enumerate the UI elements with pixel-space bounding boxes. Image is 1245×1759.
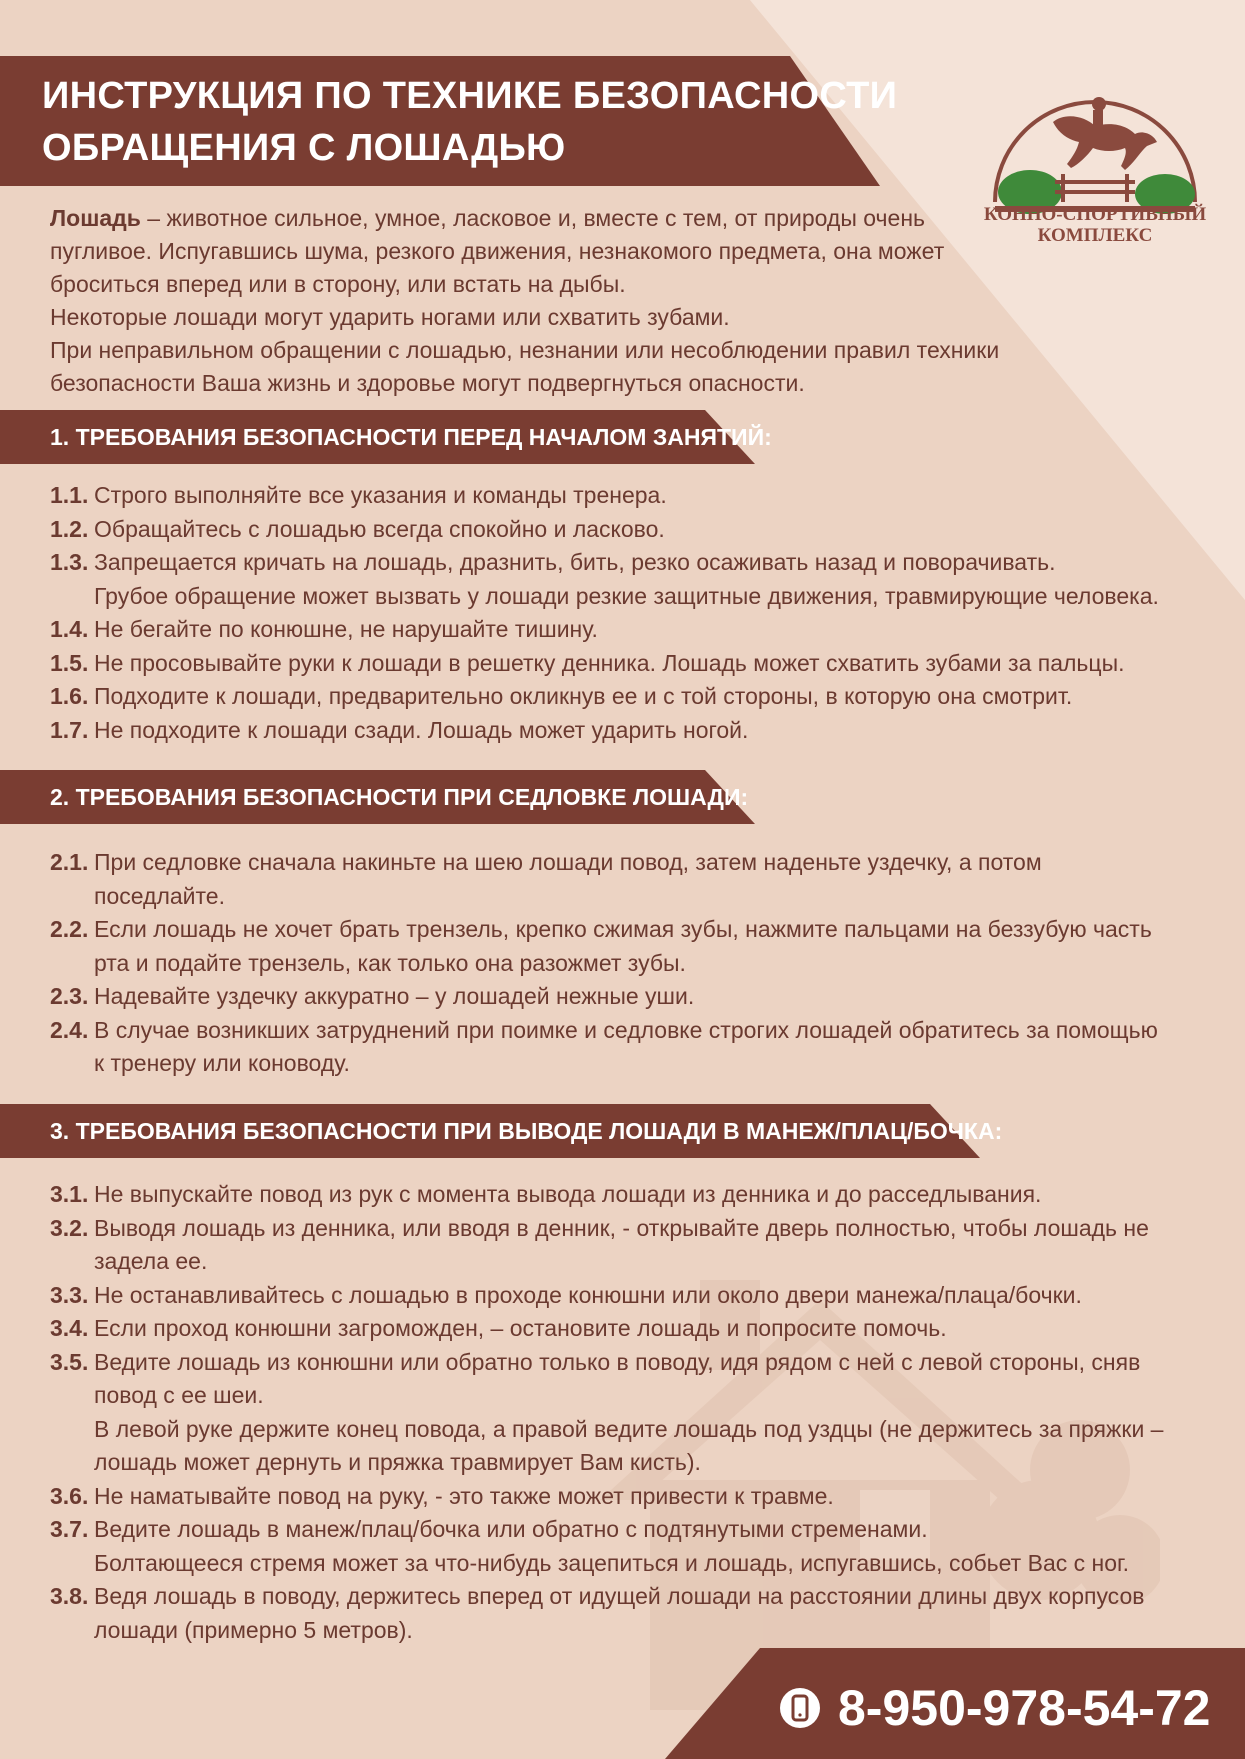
item-number: 1.5. — [50, 649, 89, 676]
item-text: Не наматывайте повод на руку, - это также может привести к травме. — [94, 1482, 834, 1509]
list-item — [50, 1178, 1170, 1212]
item-text: Не просовывайте руки к лошади в решетку денника. Лошадь может схватить зубами за пальцы. — [94, 649, 1125, 676]
section-1-heading: 1. ТРЕБОВАНИЯ БЕЗОПАСНОСТИ ПЕРЕД НАЧАЛОМ ЗАНЯТИЙ: — [50, 424, 772, 450]
phone-number[interactable]: 8-950-978-54-72 — [838, 1680, 1211, 1736]
title-line-1: ИНСТРУКЦИЯ ПО ТЕХНИКЕ БЕЗОПАСНОСТИ — [42, 75, 898, 117]
item-text: Строго выполняйте все указания и команды тренера. — [94, 482, 667, 508]
list-item — [50, 1312, 1170, 1346]
intro-paragraph-1 — [50, 202, 1010, 301]
list-item — [50, 1212, 1170, 1279]
item-text: Не бегайте по конюшне, не нарушайте тишину. — [94, 616, 598, 642]
intro-bold: Лошадь — [50, 205, 141, 231]
item-number: 1.4. — [50, 616, 89, 642]
item-number: 1.3. — [50, 549, 89, 575]
item-text: Если проход конюшни загроможден, – остановите лошадь и попросите помочь. — [94, 1315, 947, 1341]
list-item — [50, 613, 1170, 647]
item-number: 3.3. — [50, 1281, 89, 1308]
item-text: Запрещается кричать на лошадь, дразнить, бить, резко осаживать назад и поворачивать. — [94, 549, 1056, 575]
intro-text — [50, 202, 1010, 400]
list-item — [50, 647, 1170, 681]
page-title — [42, 70, 897, 174]
item-text: Надевайте уздечку аккуратно – у лошадей нежные уши. — [94, 983, 695, 1009]
item-text: Не выпускайте повод из рук с момента вывода лошади из денника и до расседлывания. — [94, 1181, 1042, 1207]
item-number: 3.6. — [50, 1482, 89, 1509]
intro-paragraph-2: Некоторые лошади могут ударить ногами или схватить зубами. — [50, 304, 730, 330]
list-item — [50, 1014, 1170, 1081]
section-2-heading: 2. ТРЕБОВАНИЯ БЕЗОПАСНОСТИ ПРИ СЕДЛОВКЕ ЛОШАДИ: — [50, 784, 749, 810]
item-number: 1.6. — [50, 683, 89, 709]
item-text: Ведите лошадь в манеж/плац/бочка или обратно с подтянутыми стременами. — [94, 1516, 928, 1542]
title-line-2: ОБРАЩЕНИЯ С ЛОШАДЬЮ — [42, 127, 566, 169]
item-number: 3.4. — [50, 1315, 89, 1341]
item-number: 3.8. — [50, 1583, 89, 1609]
item-text: Ведите лошадь из конюшни или обратно только в поводу, идя рядом с ней с левой стороны, сняв повод с ее шеи. — [94, 1348, 1141, 1408]
logo-line-1: КОННО-СПОРТИВНЫЙ — [983, 204, 1207, 225]
list-item — [50, 1279, 1170, 1313]
item-number: 3.7. — [50, 1516, 89, 1542]
item-extra: В левой руке держите конец повода, а правой ведите лошадь под уздцы (не держитесь за пряжки –лошадь может дернуть и пряжка травмирует Вам кисть). — [94, 1415, 1164, 1475]
item-extra: Болтающееся стремя может за что-нибудь зацепиться и лошадь, испугавшись, собьет Вас с ног. — [94, 1549, 1129, 1576]
phone-icon — [780, 1688, 820, 1728]
list-item — [50, 680, 1170, 714]
intro-rest: – животное сильное, умное, ласковое и, вместе с тем, от природы очень пугливое. Испугавшись шума, резкого движения, незнакомого предмета, она может броситься вперед или в сторону, или встать на дыбы. — [50, 205, 945, 297]
list-item — [50, 1346, 1170, 1480]
item-text: Не подходите к лошади сзади. Лошадь может ударить ногой. — [94, 716, 749, 743]
item-text: В случае возникших затруднений при поимке и седловке строгих лошадей обратитесь за помощью к тренеру или коноводу. — [94, 1016, 1158, 1076]
item-number: 2.3. — [50, 983, 89, 1009]
intro-paragraph-3: При неправильном обращении с лошадью, незнании или несоблюдении правил техники безопасности Ваша жизнь и здоровье могут подвергнуться опасности. — [50, 337, 1000, 396]
item-number: 3.2. — [50, 1214, 89, 1241]
list-item — [50, 546, 1170, 613]
item-number: 2.1. — [50, 849, 89, 875]
list-item — [50, 1480, 1170, 1514]
section-2-list — [50, 846, 1170, 1081]
item-text: Подходите к лошади, предварительно окликнув ее и с той стороны, в которую она смотрит. — [94, 683, 1073, 709]
logo-line-2: КОМПЛЕКС — [1037, 225, 1153, 246]
item-text: Обращайтесь с лошадью всегда спокойно и ласково. — [94, 515, 665, 542]
item-text: Не останавливайтесь с лошадью в проходе конюшни или около двери манежа/плаца/бочки. — [94, 1281, 1082, 1308]
list-item — [50, 1513, 1170, 1580]
item-extra: Грубое обращение может вызвать у лошади резкие защитные движения, травмирующие человека. — [94, 582, 1159, 609]
list-item — [50, 913, 1170, 980]
item-number: 2.4. — [50, 1016, 89, 1043]
item-number: 1.7. — [50, 716, 89, 743]
section-3-heading: 3. ТРЕБОВАНИЯ БЕЗОПАСНОСТИ ПРИ ВЫВОДЕ ЛОШАДИ В МАНЕЖ/ПЛАЦ/БОЧКА: — [50, 1118, 1003, 1144]
section-3-list — [50, 1178, 1170, 1647]
item-number: 1.2. — [50, 515, 89, 542]
item-text: Ведя лошадь в поводу, держитесь вперед от идущей лошади на расстоянии длины двух корпусов лошади (примерно 5 метров). — [94, 1583, 1145, 1643]
list-item — [50, 846, 1170, 913]
list-item — [50, 479, 1170, 513]
section-1-list — [50, 479, 1170, 747]
list-item — [50, 980, 1170, 1014]
item-text: Если лошадь не хочет брать трензель, крепко сжимая зубы, нажмите пальцами на беззубую часть рта и подайте трензель, как только она разожмет зубы. — [94, 916, 1152, 976]
item-number: 1.1. — [50, 482, 89, 508]
item-number: 3.1. — [50, 1181, 89, 1207]
item-number: 2.2. — [50, 916, 89, 942]
list-item — [50, 513, 1170, 547]
list-item — [50, 1580, 1170, 1647]
list-item — [50, 714, 1170, 748]
item-number: 3.5. — [50, 1348, 89, 1375]
item-text: При седловке сначала накиньте на шею лошади повод, затем наденьте уздечку, а потом поседлайте. — [94, 849, 1042, 909]
item-text: Выводя лошадь из денника, или вводя в денник, - открывайте дверь полностью, чтобы лошадь не задела ее. — [94, 1214, 1149, 1274]
